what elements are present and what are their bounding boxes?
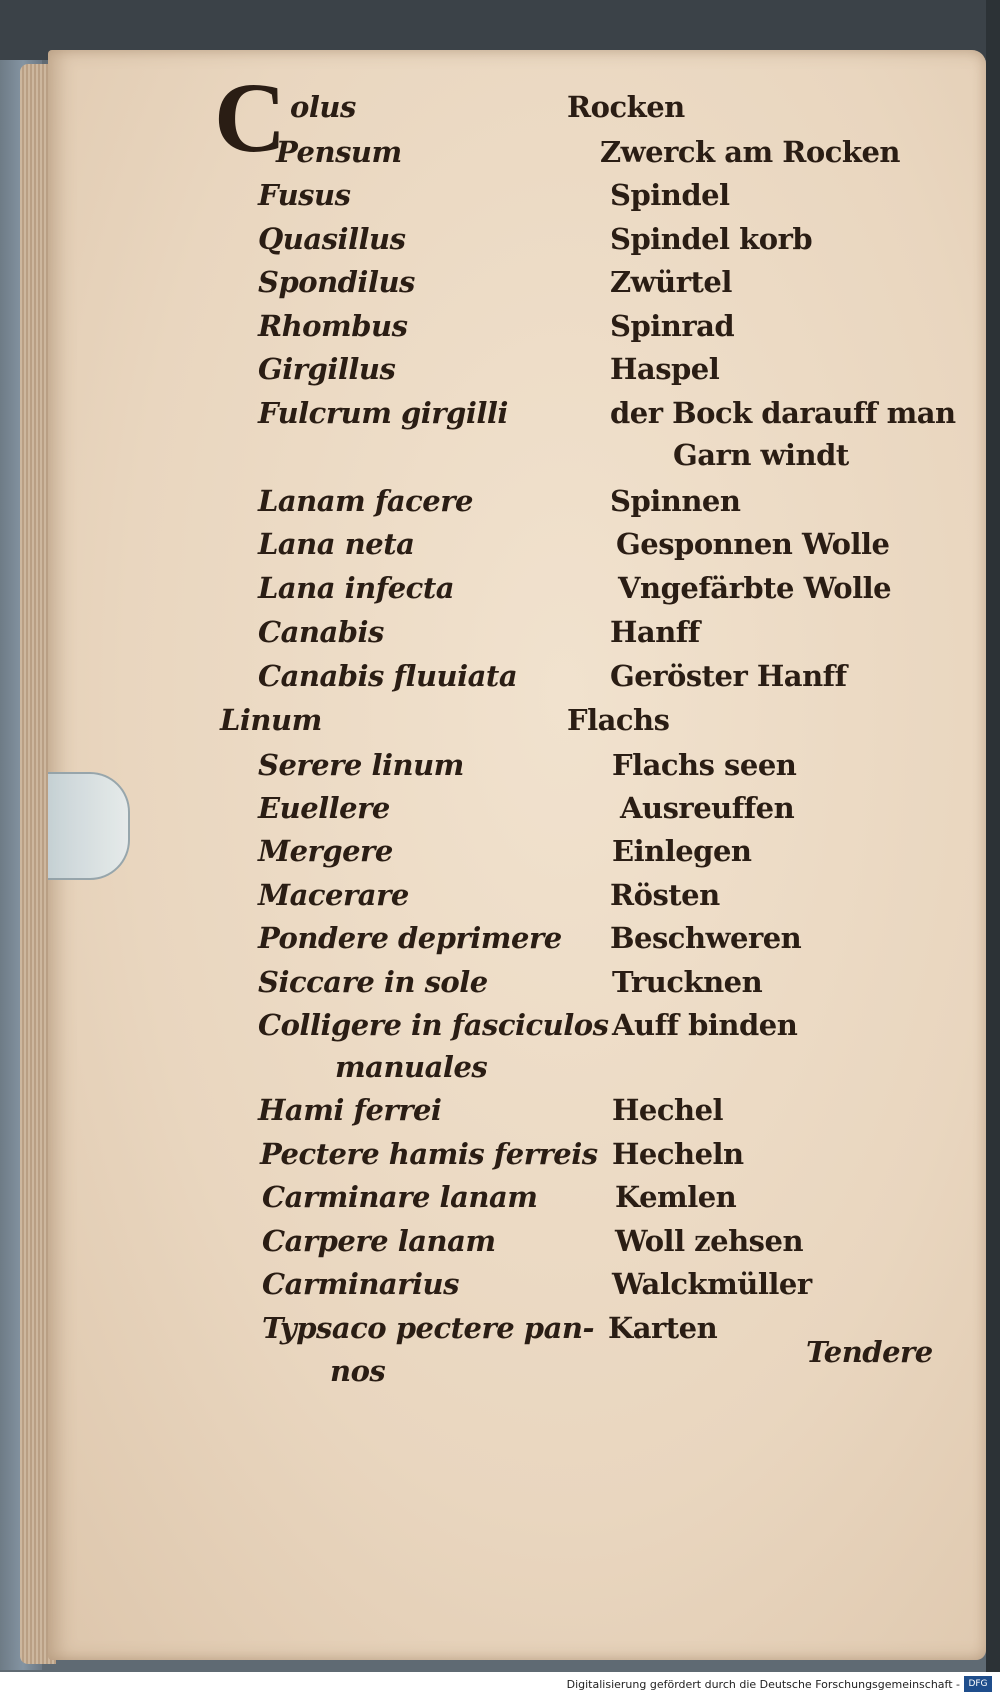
catchword: Tendere [806, 1335, 933, 1369]
german-translation: Rösten [610, 878, 720, 912]
latin-term: Carminare lanam [262, 1180, 538, 1214]
german-translation: Walckmüller [612, 1267, 812, 1301]
latin-term: Macerare [258, 878, 409, 912]
latin-term: Serere linum [258, 748, 464, 782]
latin-term: Lana neta [258, 527, 415, 561]
german-translation: Zwürtel [610, 265, 732, 299]
german-translation: Kemlen [615, 1180, 737, 1214]
latin-term: Rhombus [258, 309, 408, 343]
latin-term: Spondilus [258, 265, 415, 299]
german-translation: Einlegen [612, 834, 752, 868]
german-translation: Spinnen [610, 484, 741, 518]
german-translation: Spindel [610, 178, 730, 212]
german-translation: Spinrad [610, 309, 735, 343]
german-translation: Beschweren [610, 921, 802, 955]
german-translation: Karten [608, 1311, 718, 1345]
latin-term: Canabis fluuiata [258, 659, 518, 693]
german-translation: Garn windt [673, 438, 849, 472]
latin-term: Euellere [258, 791, 390, 825]
latin-term: Carpere lanam [262, 1224, 496, 1258]
latin-term: Typsaco pectere pan- [262, 1311, 594, 1345]
latin-term: Pensum [276, 135, 402, 169]
latin-term: Carminarius [262, 1267, 459, 1301]
german-translation: Ausreuffen [620, 791, 795, 825]
latin-term: nos [330, 1354, 386, 1388]
latin-term: Lanam facere [258, 484, 473, 518]
german-translation: Hechel [612, 1093, 724, 1127]
dfg-logo: DFG [964, 1676, 992, 1692]
latin-term: Hami ferrei [258, 1093, 442, 1127]
latin-term: Colligere in fasciculos [258, 1008, 609, 1042]
latin-term: Pectere hamis ferreis [260, 1137, 598, 1171]
german-translation: Spindel korb [610, 222, 813, 256]
german-translation: Trucknen [612, 965, 763, 999]
latin-term: Lana infecta [258, 571, 455, 605]
german-translation: Rocken [567, 90, 685, 124]
latin-term: Linum [220, 703, 322, 737]
german-translation: Woll zehsen [615, 1224, 804, 1258]
latin-term: olus [290, 90, 356, 124]
latin-term: Pondere deprimere [258, 921, 562, 955]
german-translation: Zwerck am Rocken [600, 135, 901, 169]
german-translation: Geröster Hanff [610, 659, 847, 693]
german-translation: Flachs [567, 703, 670, 737]
latin-term: Fusus [258, 178, 351, 212]
german-translation: Hecheln [612, 1137, 744, 1171]
latin-term: Fulcrum girgilli [258, 396, 508, 430]
german-translation: Gesponnen Wolle [616, 527, 890, 561]
german-translation: Haspel [610, 352, 720, 386]
latin-term: Mergere [258, 834, 393, 868]
digitization-credit: Digitalisierung gefördert durch die Deutsche Forschungsgemeinschaft - [566, 1678, 960, 1691]
decorated-initial: C [214, 62, 287, 173]
latin-term: Girgillus [258, 352, 396, 386]
german-translation: Hanff [610, 615, 700, 649]
latin-term: Quasillus [258, 222, 406, 256]
latin-term: Siccare in sole [258, 965, 488, 999]
german-translation: Flachs seen [612, 748, 797, 782]
german-translation: der Bock darauff man [610, 396, 956, 430]
latin-term: Canabis [258, 615, 384, 649]
german-translation: Vngefärbte Wolle [618, 571, 892, 605]
german-translation: Auff binden [612, 1008, 798, 1042]
latin-term: manuales [335, 1050, 488, 1084]
